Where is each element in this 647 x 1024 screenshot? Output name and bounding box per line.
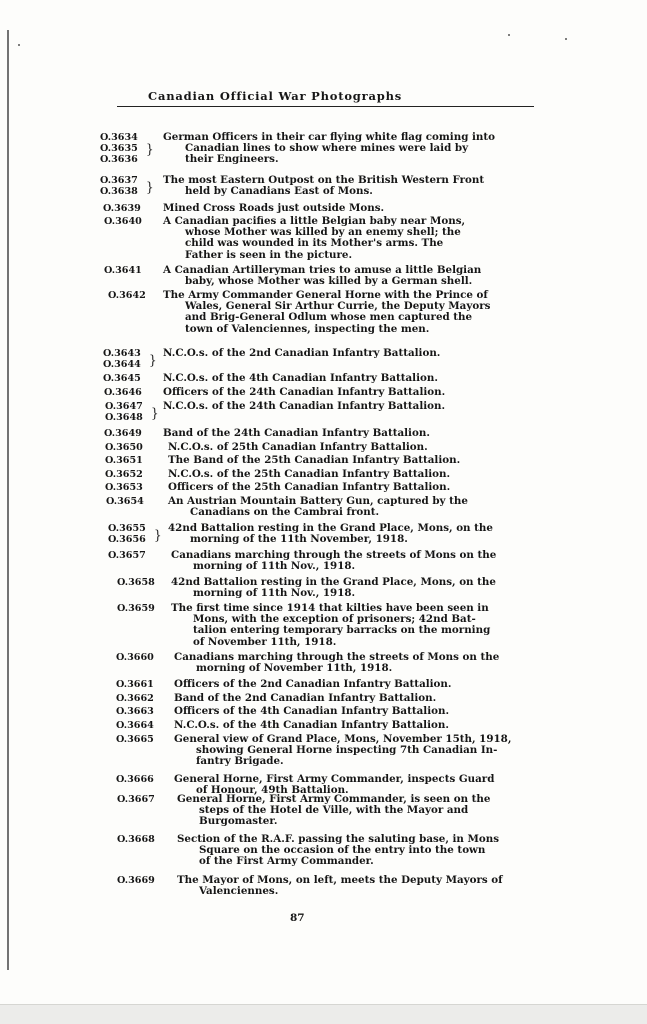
photo-number-line: O.3664 xyxy=(116,720,154,731)
description-line: Officers of the 4th Canadian Infantry Battalion. xyxy=(174,705,450,717)
description-line: held by Canadians East of Mons. xyxy=(185,185,373,198)
photo-number xyxy=(104,387,164,398)
description-line: Mons, with the exception of prisoners; 42nd Bat- xyxy=(193,613,476,626)
description-line: baby, whose Mother was killed by a German shell. xyxy=(185,275,473,288)
page-header: Canadian Official War Photographs xyxy=(148,89,403,103)
page-number: 87 xyxy=(290,912,305,924)
photo-number-line: O.3634 xyxy=(100,132,138,143)
grouping-brace: } xyxy=(151,404,159,421)
photo-number xyxy=(103,373,163,384)
photo-number-line: O.3647 xyxy=(105,401,143,412)
photo-number xyxy=(116,706,176,717)
photo-description xyxy=(163,290,549,335)
photo-number xyxy=(117,794,177,805)
description-line: Officers of the 2nd Canadian Infantry Battalion. xyxy=(174,678,452,690)
photo-number xyxy=(104,428,164,439)
photo-description xyxy=(163,265,549,287)
description-line: Wales, General Sir Arthur Currie, the Deputy Mayors xyxy=(185,300,491,313)
photo-number xyxy=(103,203,163,214)
photo-description xyxy=(163,401,549,412)
description-line: The Army Commander General Horne with the Prince of xyxy=(163,289,488,301)
photo-description xyxy=(168,469,554,480)
description-line: Officers of the 24th Canadian Infantry Battalion. xyxy=(163,386,446,398)
photo-description xyxy=(174,652,560,674)
photo-description xyxy=(168,455,554,466)
photo-number xyxy=(116,720,176,731)
photo-description xyxy=(177,794,563,828)
photo-description xyxy=(168,496,554,518)
description-line: General Horne, First Army Commander, is seen on the xyxy=(177,793,491,805)
description-line: Valenciennes. xyxy=(199,885,279,898)
description-line: showing General Horne inspecting 7th Canadian In- xyxy=(196,744,498,757)
grouping-brace: } xyxy=(149,351,157,368)
photo-number xyxy=(105,401,165,423)
photo-number-line: O.3653 xyxy=(105,482,143,493)
description-line: Canadians marching through the streets of Mons on the xyxy=(171,549,497,561)
photo-description xyxy=(163,348,549,359)
photo-number-line: O.3648 xyxy=(105,412,143,424)
description-line: General Horne, First Army Commander, inspects Guard xyxy=(174,773,495,785)
photo-description xyxy=(174,693,560,704)
photo-number-line: O.3645 xyxy=(103,373,141,384)
description-line: The Band of the 25th Canadian Infantry Battalion. xyxy=(168,454,461,466)
photo-description xyxy=(163,203,549,214)
photo-number-line: O.3654 xyxy=(106,496,144,507)
photo-number-line: O.3650 xyxy=(105,442,143,453)
photo-number-line: O.3643 xyxy=(103,348,141,359)
photo-number xyxy=(116,774,176,785)
description-line: of November 11th, 1918. xyxy=(193,635,337,648)
description-line: N.C.O.s. of the 4th Canadian Infantry Battalion. xyxy=(174,719,449,731)
photo-number-line: O.3641 xyxy=(104,265,142,276)
photo-number xyxy=(105,442,165,453)
photo-number-line: O.3652 xyxy=(105,469,143,480)
photo-description xyxy=(163,216,549,261)
photo-number xyxy=(104,216,164,227)
photo-number xyxy=(105,455,165,466)
description-line: The most Eastern Outpost on the British Western Front xyxy=(163,174,485,186)
description-line: N.C.O.s. of the 4th Canadian Infantry Battalion. xyxy=(163,372,438,384)
description-line: Mined Cross Roads just outside Mons. xyxy=(163,202,385,214)
photo-number-line: O.3659 xyxy=(117,603,155,614)
photo-number-line: O.3655 xyxy=(108,523,146,534)
description-line: N.C.O.s. of 25th Canadian Infantry Battalion. xyxy=(168,441,428,453)
description-line: 42nd Battalion resting in the Grand Place, Mons, on the xyxy=(168,522,493,534)
photo-description xyxy=(174,679,560,690)
catalogue-entry xyxy=(0,290,647,350)
photo-description xyxy=(177,834,563,868)
description-line: morning of 11th Nov., 1918. xyxy=(193,560,356,573)
photo-number-line: O.3637 xyxy=(100,175,138,186)
description-line: morning of 11th Nov., 1918. xyxy=(193,587,356,600)
photo-number xyxy=(100,132,160,166)
photo-number xyxy=(108,550,168,561)
photo-number-line: O.3665 xyxy=(116,734,154,745)
photo-number xyxy=(116,679,176,690)
description-line: child was wounded in its Mother's arms. The xyxy=(185,237,444,250)
photo-number-line: O.3661 xyxy=(116,679,154,690)
grouping-brace: } xyxy=(146,178,154,195)
photo-number-line: O.3669 xyxy=(117,875,155,886)
grouping-brace: } xyxy=(154,526,162,543)
photo-number xyxy=(116,734,176,745)
description-line: N.C.O.s. of the 24th Canadian Infantry Battalion. xyxy=(163,400,446,412)
photo-number xyxy=(106,496,166,507)
photo-number xyxy=(108,523,168,545)
photo-number-line: O.3666 xyxy=(116,774,154,785)
photo-description xyxy=(163,387,549,398)
photo-number xyxy=(117,577,177,588)
photo-number-line: O.3667 xyxy=(117,794,155,805)
description-line: Section of the R.A.F. passing the saluting base, in Mons xyxy=(177,833,500,845)
description-line: of the First Army Commander. xyxy=(199,855,374,868)
photo-number-line: O.3639 xyxy=(103,203,141,214)
description-line: The Mayor of Mons, on left, meets the Deputy Mayors of xyxy=(177,874,503,886)
photo-description xyxy=(163,132,549,166)
description-line: German Officers in their car flying white flag coming into xyxy=(163,131,496,143)
photo-number-line: O.3663 xyxy=(116,706,154,717)
description-line: Father is seen in the picture. xyxy=(185,248,353,261)
photo-description xyxy=(171,603,557,648)
photo-number xyxy=(116,693,176,704)
description-line: A Canadian pacifies a little Belgian baby near Mons, xyxy=(163,215,466,227)
description-line: morning of November 11th, 1918. xyxy=(196,662,393,675)
photo-number-line: O.3668 xyxy=(117,834,155,845)
grouping-brace: } xyxy=(146,141,154,157)
description-line: Square on the occasion of the entry into the town xyxy=(199,844,486,857)
page-bottom-edge xyxy=(0,1004,647,1024)
description-line: Canadians marching through the streets of Mons on the xyxy=(174,651,500,663)
photo-number xyxy=(100,175,160,197)
photo-number-line: O.3657 xyxy=(108,550,146,561)
photo-description xyxy=(168,442,554,453)
photo-number-line: O.3651 xyxy=(105,455,143,466)
photo-number-line: O.3662 xyxy=(116,693,154,704)
description-line: The first time since 1914 that kilties have been seen in xyxy=(171,602,489,614)
description-line: Band of the 2nd Canadian Infantry Battalion. xyxy=(174,692,437,704)
photo-number-line: O.3646 xyxy=(104,387,142,398)
catalogue-entry xyxy=(0,875,647,935)
description-line: N.C.O.s. of the 25th Canadian Infantry Battalion. xyxy=(168,468,451,480)
photo-description xyxy=(163,373,549,384)
description-line: and Brig-General Odlum whose men captured the xyxy=(185,311,473,324)
photo-number-line: O.3640 xyxy=(104,216,142,227)
photo-number-line: O.3636 xyxy=(100,154,138,166)
photo-number xyxy=(105,469,165,480)
description-line: talion entering temporary barracks on the morning xyxy=(193,624,491,637)
photo-number xyxy=(117,603,177,614)
photo-number-line: O.3642 xyxy=(108,290,146,301)
photo-description xyxy=(171,577,557,599)
description-line: N.C.O.s. of the 2nd Canadian Infantry Battalion. xyxy=(163,347,441,359)
photo-description xyxy=(177,875,563,897)
photo-number-line: O.3658 xyxy=(117,577,155,588)
photo-description xyxy=(174,720,560,731)
photo-number xyxy=(104,265,164,276)
photo-number-line: O.3660 xyxy=(116,652,154,663)
photo-description xyxy=(168,482,554,493)
photo-number xyxy=(103,348,163,370)
description-line: of Honour, 49th Battalion. xyxy=(196,784,349,797)
description-line: steps of the Hotel de Ville, with the Mayor and xyxy=(199,804,469,817)
photo-description xyxy=(174,706,560,717)
photo-number xyxy=(116,652,176,663)
description-line: Burgomaster. xyxy=(199,815,278,828)
photo-description xyxy=(168,523,554,545)
photo-number-line: O.3656 xyxy=(108,534,146,546)
photo-number xyxy=(105,482,165,493)
description-line: Canadian lines to show where mines were laid by xyxy=(185,142,469,155)
photo-number xyxy=(117,875,177,886)
photo-number-line: O.3644 xyxy=(103,359,141,371)
photo-number-line: O.3638 xyxy=(100,186,138,198)
description-line: town of Valenciennes, inspecting the men. xyxy=(185,322,430,335)
description-line: morning of the 11th November, 1918. xyxy=(190,533,408,546)
description-line: Band of the 24th Canadian Infantry Battalion. xyxy=(163,427,430,439)
description-line: whose Mother was killed by an enemy shell; the xyxy=(185,226,461,239)
description-line: their Engineers. xyxy=(185,153,279,166)
description-line: A Canadian Artilleryman tries to amuse a little Belgian xyxy=(163,264,482,276)
photo-number-line: O.3649 xyxy=(104,428,142,439)
description-line: An Austrian Mountain Battery Gun, captured by the xyxy=(168,495,468,507)
photo-number xyxy=(108,290,168,301)
photo-number-line: O.3635 xyxy=(100,143,138,155)
description-line: Canadians on the Cambrai front. xyxy=(190,506,380,519)
photo-description xyxy=(174,734,560,768)
photo-description xyxy=(171,550,557,572)
description-line: fantry Brigade. xyxy=(196,755,284,768)
photo-description xyxy=(163,175,549,197)
description-line: Officers of the 25th Canadian Infantry Battalion. xyxy=(168,481,451,493)
description-line: General view of Grand Place, Mons, November 15th, 1918, xyxy=(174,733,512,745)
photo-description xyxy=(163,428,549,439)
photo-number xyxy=(117,834,177,845)
description-line: 42nd Battalion resting in the Grand Place, Mons, on the xyxy=(171,576,496,588)
